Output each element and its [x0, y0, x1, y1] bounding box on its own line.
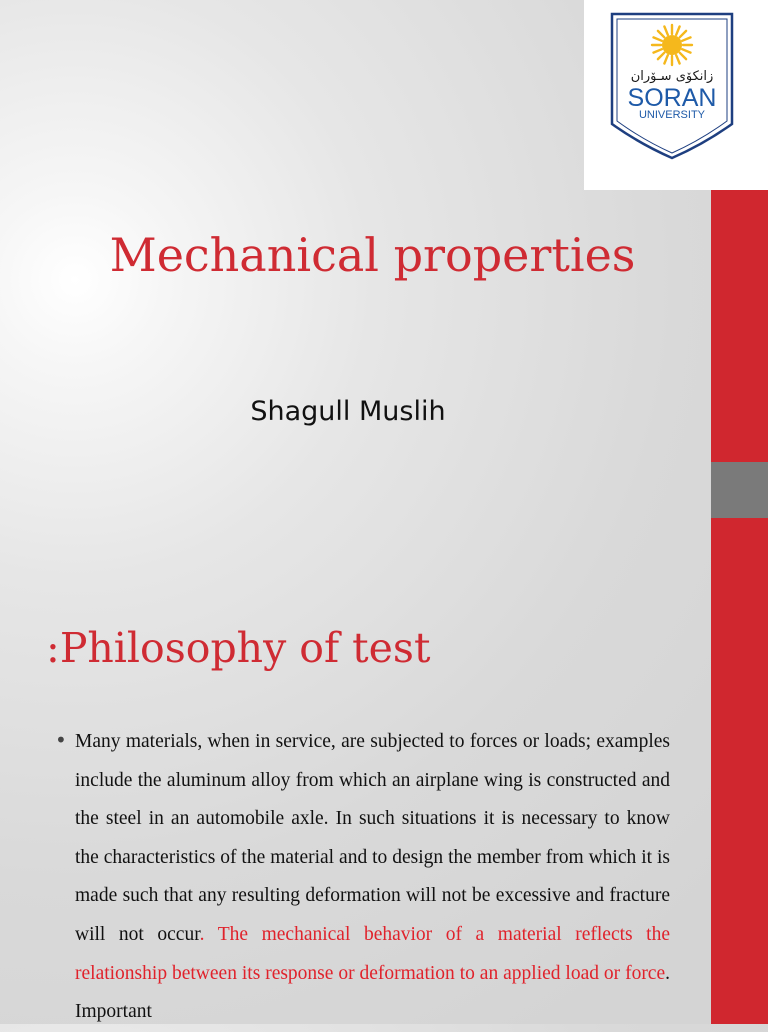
bullet-text-before: Many materials, when in service, are subjected to forces or loads; examples include the aluminum alloy from which an airplane wing is constructed and the steel in an automobile axle. In such situations it is necessary to know the characteristics of the material and to design the member from which it is made such that any resulting deformation will not be excessive and fracture will not occur — [75, 731, 670, 945]
accent-sidebar — [711, 190, 768, 1024]
bullet-text-after: . Important — [75, 962, 670, 1023]
accent-gray-block — [711, 462, 768, 518]
svg-text:SORAN: SORAN — [627, 84, 717, 112]
bullet-text-highlight: . The mechanical behavior of a material reflects the relationship between its response or deformation to an applied load or force — [75, 923, 670, 984]
university-logo — [584, 0, 768, 190]
slide-title: Mechanical properties — [109, 228, 636, 282]
sun-icon — [652, 25, 692, 65]
svg-text:زانكۆی سـۆران: زانكۆی سـۆران — [630, 69, 714, 84]
svg-text:UNIVERSITY: UNIVERSITY — [638, 109, 706, 121]
section-heading: :Philosophy of test — [46, 624, 431, 672]
university-shield-logo — [610, 12, 734, 160]
slide-author: Shagull Muslih — [250, 396, 446, 427]
bullet-marker: • — [55, 728, 67, 752]
bullet-paragraph — [75, 723, 670, 1032]
